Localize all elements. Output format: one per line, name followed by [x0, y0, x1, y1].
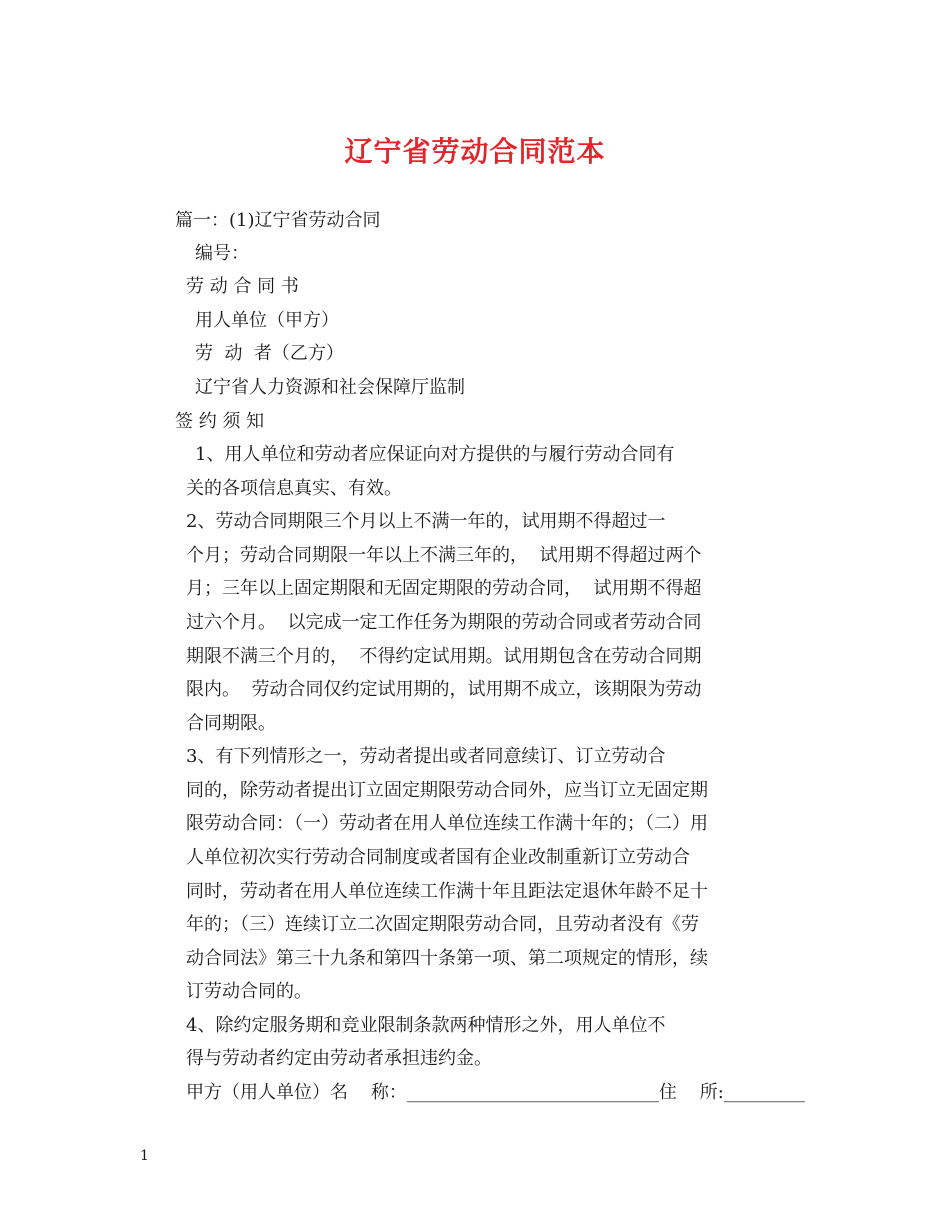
paragraph-line: 合同期限。 — [186, 713, 276, 734]
paragraph-line: 同时，劳动者在用人单位连续工作满十年且距法定退休年龄不足十 — [186, 881, 708, 902]
paragraph-line: 个月；劳动合同期限一年以上不满三年的， 试用期不得超过两个 — [186, 545, 702, 566]
paragraph-line: 人单位初次实行劳动合同制度或者国有企业改制重新订立劳动合 — [186, 847, 690, 868]
employer-label: 用人单位（甲方） — [195, 310, 339, 331]
paragraph-line: 得与劳动者约定由劳动者承担违约金。 — [186, 1048, 492, 1069]
employee-label: 劳 动 者（乙方） — [195, 343, 344, 364]
paragraph-line: 限劳动合同：（一）劳动者在用人单位连续工作满十年的；（二）用 — [186, 813, 708, 834]
paragraph-line: 2、劳动合同期限三个月以上不满一年的，试用期不得超过一 — [186, 511, 666, 532]
paragraph-line: 月；三年以上固定期限和无固定期限的劳动合同， 试用期不得超 — [186, 578, 702, 599]
party-a-name-address-line: 甲方（用人单位）名 称：____________________________住 所:_________ — [186, 1082, 805, 1103]
contract-book-title: 劳 动 合 同 书 — [186, 276, 299, 297]
paragraph-line: 过六个月。 以完成一定工作任务为期限的劳动合同或者劳动合同 — [186, 612, 702, 633]
paragraph-line: 限内。 劳动合同仅约定试用期的，试用期不成立，该期限为劳动 — [186, 679, 702, 700]
section-heading: 篇一：(1)辽宁省劳动合同 — [175, 210, 381, 231]
paragraph-line: 4、除约定服务期和竞业限制条款两种情形之外，用人单位不 — [186, 1015, 666, 1036]
paragraph-line: 订劳动合同的。 — [186, 981, 312, 1002]
paragraph-line: 期限不满三个月的， 不得约定试用期。试用期包含在劳动合同期 — [186, 646, 702, 667]
contract-number-label: 编号： — [195, 243, 249, 264]
page-number: 1 — [140, 1148, 149, 1164]
document-title: 辽宁省劳动合同范本 — [344, 135, 606, 168]
supervisor-label: 辽宁省人力资源和社会保障厅监制 — [195, 377, 465, 398]
signing-notice-heading: 签 约 须 知 — [175, 411, 265, 432]
paragraph-line: 年的；（三）连续订立二次固定期限劳动合同，且劳动者没有《劳 — [186, 914, 699, 935]
paragraph-line: 关的各项信息真实、有效。 — [186, 478, 402, 499]
paragraph-line: 动合同法》第三十九条和第四十条第一项、第二项规定的情形，续 — [186, 948, 708, 969]
paragraph-line: 3、有下列情形之一，劳动者提出或者同意续订、订立劳动合 — [186, 746, 666, 767]
paragraph-line: 同的，除劳动者提出订立固定期限劳动合同外，应当订立无固定期 — [186, 780, 708, 801]
paragraph-line: 1、用人单位和劳动者应保证向对方提供的与履行劳动合同有 — [195, 444, 675, 465]
